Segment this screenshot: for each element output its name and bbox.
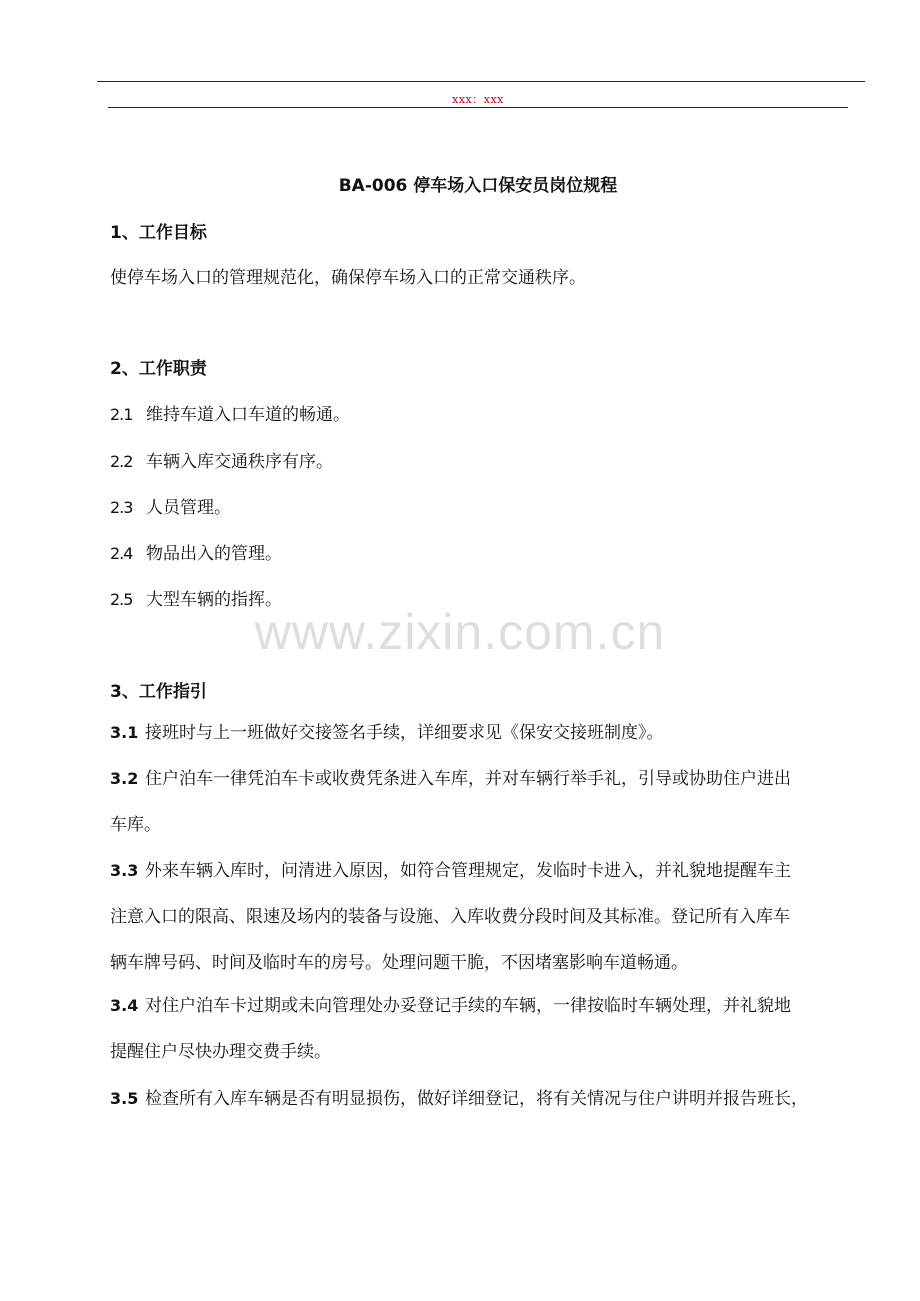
duty-text: 维持车道入口车道的畅通。 [146, 405, 350, 425]
watermark: www.zixin.com.cn [254, 604, 666, 660]
guide-line: 车库。 [110, 815, 161, 835]
section-heading-2: 2、工作职责 [110, 359, 207, 379]
guide-text: 接班时与上一班做好交接签名手续，详细要求见《保安交接班制度》。 [145, 723, 664, 743]
duty-number: 2.2 [110, 452, 133, 471]
running-header: xxx：xxx [452, 93, 504, 106]
duty-item [110, 447, 333, 472]
duty-item [110, 493, 231, 518]
guide-item [110, 710, 850, 756]
guide-line: 注意入口的限高、限速及场内的装备与设施、入库收费分段时间及其标准。登记所有入库车 [110, 907, 790, 927]
duty-number: 2.5 [110, 590, 133, 609]
duty-text: 车辆入库交通秩序有序。 [146, 452, 333, 472]
guide-item [110, 1076, 850, 1122]
header-rule-bottom [108, 107, 848, 108]
guide-item [110, 983, 850, 1075]
guide-line [110, 756, 850, 802]
guide-item [110, 756, 850, 848]
duty-number: 2.3 [110, 498, 133, 517]
duty-text: 物品出入的管理。 [146, 544, 282, 564]
header-rule-top [97, 81, 865, 82]
guide-line [110, 710, 850, 756]
guide-line [110, 1076, 850, 1122]
guide-number: 3.4 [110, 996, 139, 1015]
guide-line [110, 983, 850, 1029]
section-heading-1: 1、工作目标 [110, 223, 207, 243]
duty-number: 2.1 [110, 405, 133, 424]
guide-number: 3.5 [110, 1089, 139, 1108]
guide-line: 辆车牌号码、时间及临时车的房号。处理问题干脆，不因堵塞影响车道畅通。 [110, 953, 688, 973]
duty-item [110, 539, 282, 564]
section-heading-3: 3、工作指引 [110, 682, 207, 702]
section-1-paragraph: 使停车场入口的管理规范化，确保停车场入口的正常交通秩序。 [110, 268, 586, 288]
guide-number: 3.2 [110, 769, 139, 788]
guide-text: 检查所有入库车辆是否有明显损伤，做好详细登记，将有关情况与住户讲明并报告班长， [145, 1089, 808, 1109]
duty-text: 人员管理。 [146, 498, 231, 518]
document-title: BA-006 停车场入口保安员岗位规程 [338, 176, 618, 196]
guide-item [110, 848, 850, 986]
duty-number: 2.4 [110, 544, 133, 563]
duty-text: 大型车辆的指挥。 [146, 590, 282, 610]
guide-text: 住户泊车一律凭泊车卡或收费凭条进入车库，并对车辆行举手礼，引导或协助住户进出 [145, 769, 791, 789]
guide-text: 外来车辆入库时，问清进入原因，如符合管理规定，发临时卡进入，并礼貌地提醒车主 [145, 861, 791, 881]
guide-line [110, 848, 850, 894]
guide-number: 3.3 [110, 861, 139, 880]
duty-item [110, 400, 350, 425]
guide-line: 提醒住户尽快办理交费手续。 [110, 1042, 331, 1062]
guide-number: 3.1 [110, 723, 139, 742]
guide-text: 对住户泊车卡过期或未向管理处办妥登记手续的车辆，一律按临时车辆处理，并礼貌地 [145, 996, 791, 1016]
